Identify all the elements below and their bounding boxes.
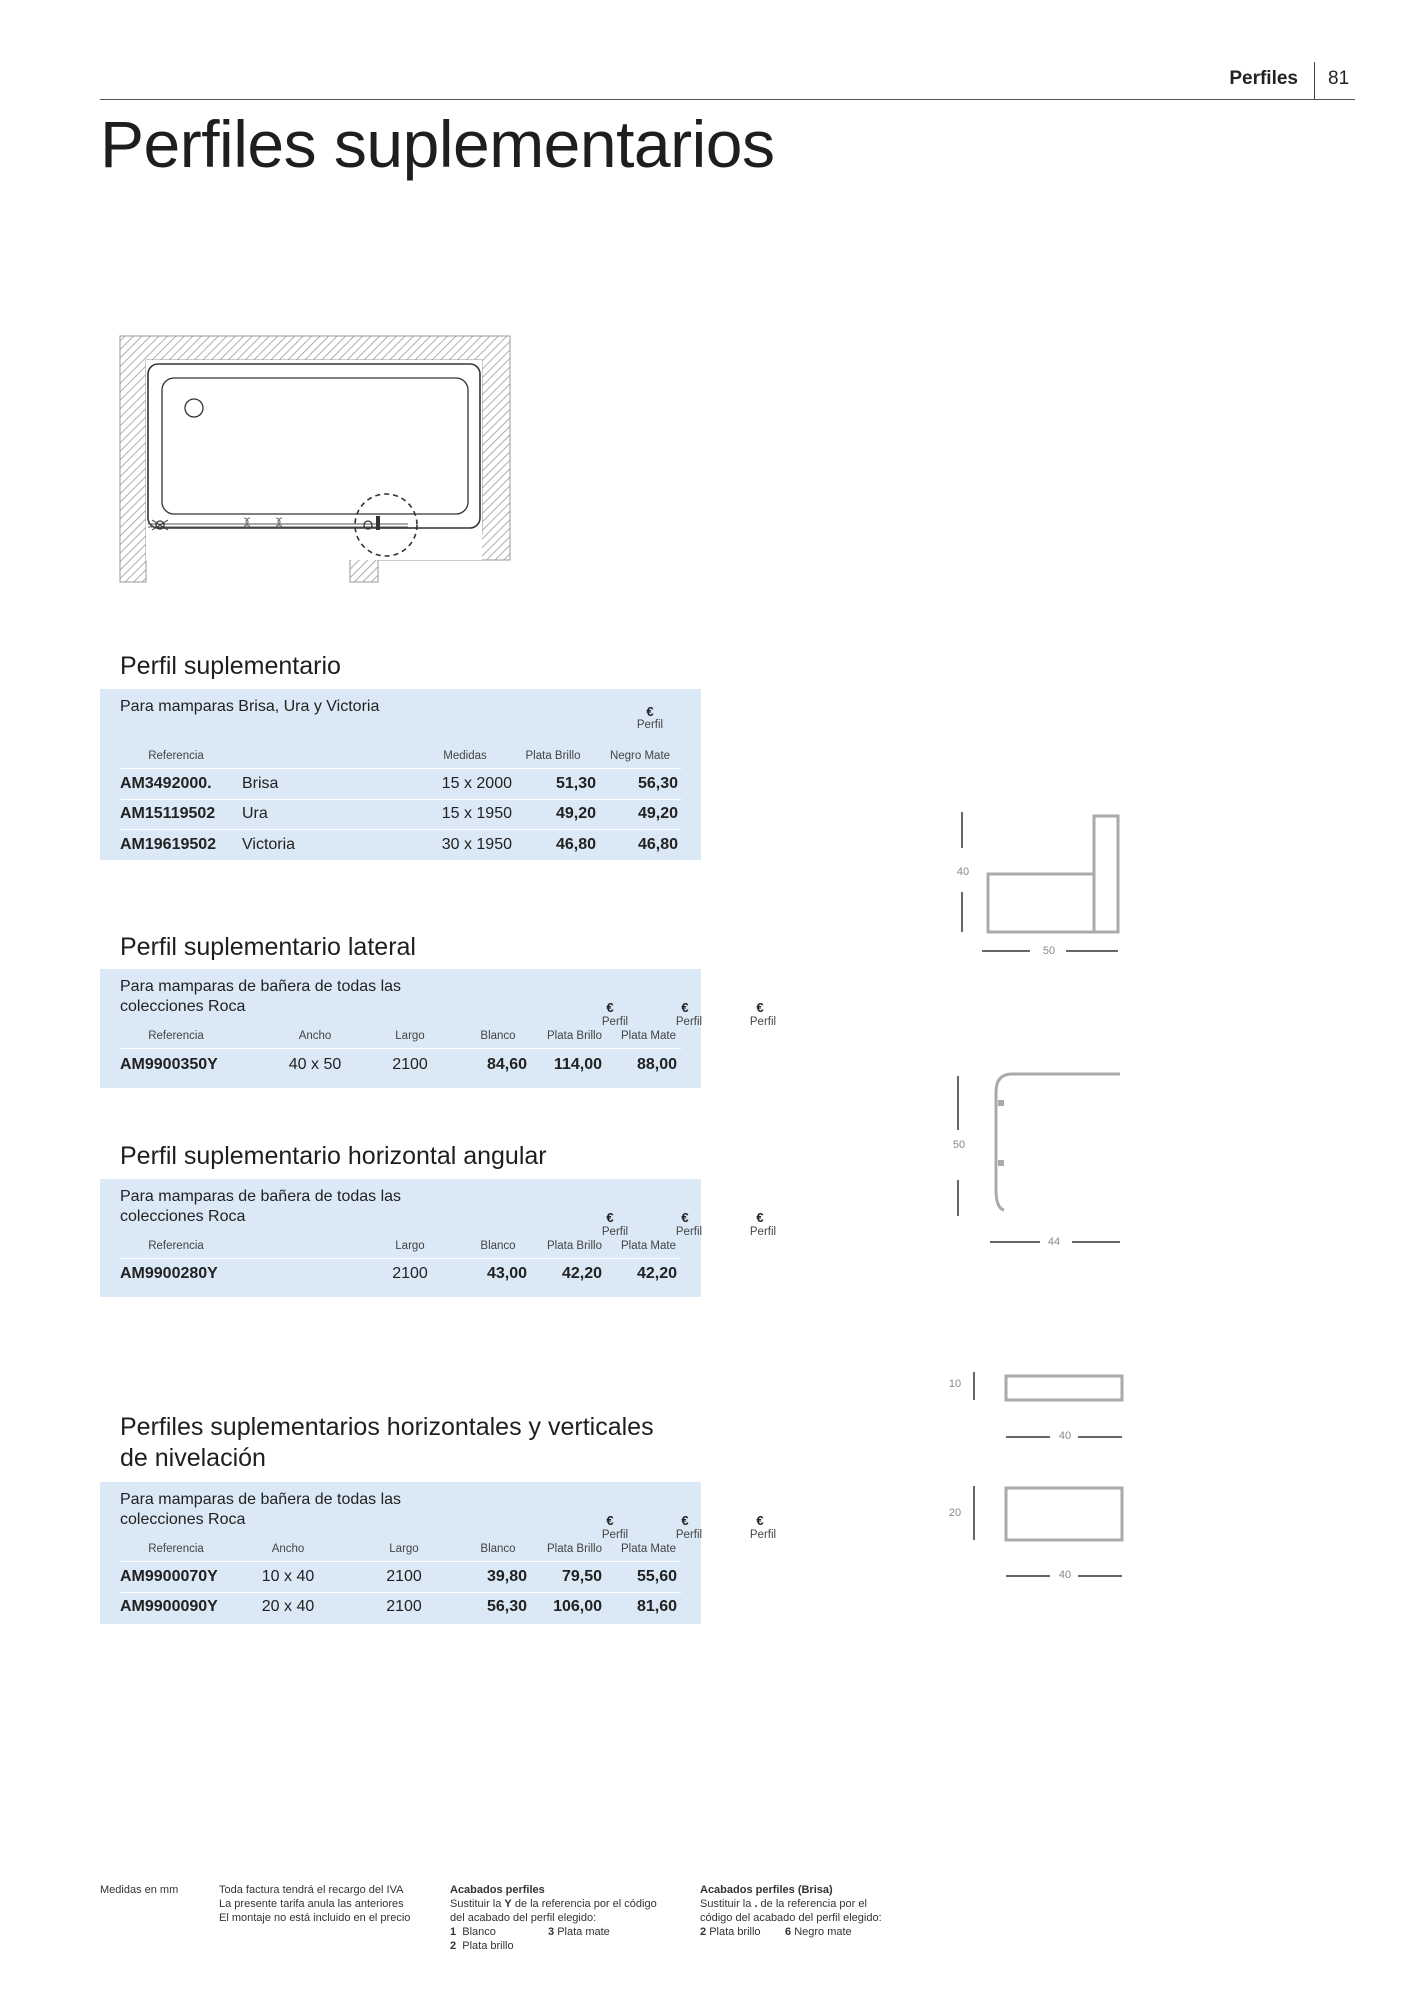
ancho-value: 10 x 40: [261, 1568, 315, 1585]
price-plata-brillo: 51,30: [555, 775, 596, 792]
finish-label: Plata brillo: [462, 1940, 514, 1952]
dimension-label: 50: [1042, 945, 1056, 957]
currency-header: €: [756, 1513, 764, 1528]
finish-code: 1: [450, 1926, 457, 1938]
table-description: Para mamparas de bañera de todas las colecciones Roca: [120, 1491, 402, 1528]
footer-note: Toda factura tendrá el recargo del IVA: [219, 1884, 404, 1896]
largo-value: 2100: [386, 1568, 422, 1585]
price-plata-brillo: 114,00: [553, 1056, 602, 1073]
price-unit-header: Perfil: [601, 1226, 629, 1238]
row-divider: [120, 768, 681, 769]
col-ancho: Ancho: [298, 1030, 332, 1042]
footer-acabados: [450, 1883, 690, 1953]
footer-acabados-title: Acabados perfiles (Brisa): [700, 1884, 833, 1896]
footer-acabados-brisa: [700, 1883, 940, 1939]
col-negro-mate: Negro Mate: [609, 750, 671, 762]
price-blanco: 56,30: [486, 1598, 527, 1615]
col-plata-brillo: Plata Brillo: [525, 750, 581, 762]
price-blanco: 39,80: [486, 1568, 527, 1585]
table-perfil-suplementario: [100, 689, 701, 860]
profile-lateral-diagram: [940, 810, 1130, 960]
price-negro-mate: 56,30: [637, 775, 678, 792]
col-referencia: Referencia: [148, 1030, 204, 1042]
dimension-label: 10: [948, 1378, 962, 1390]
table-description: Para mamparas Brisa, Ura y Victoria: [120, 698, 380, 715]
medidas-value: 30 x 1950: [441, 836, 512, 853]
header-divider: [1314, 62, 1315, 100]
currency-header: €: [606, 1513, 614, 1528]
price-negro-mate: 46,80: [637, 836, 678, 853]
largo-value: 2100: [392, 1056, 428, 1073]
col-plata-brillo: Plata Brillo: [547, 1543, 602, 1555]
currency-header: €: [681, 1513, 689, 1528]
ref-code: AM9900070Y: [120, 1568, 218, 1585]
row-divider: [120, 1561, 681, 1562]
dimension-label: 44: [1047, 1236, 1061, 1248]
table-perfil-lateral: [100, 969, 777, 1088]
price-plata-mate: 55,60: [636, 1568, 677, 1585]
col-referencia: Referencia: [148, 750, 204, 762]
footer-text: Sustituir la: [450, 1898, 505, 1910]
ref-code: AM19619502: [120, 836, 217, 853]
price-plata-brillo: 49,20: [555, 805, 596, 822]
model-name: Ura: [242, 805, 268, 822]
finish-label: Negro mate: [794, 1926, 852, 1938]
col-largo: Largo: [395, 1240, 425, 1252]
row-divider: [120, 1258, 681, 1259]
dimension-label: 50: [952, 1139, 966, 1151]
model-name: Brisa: [242, 775, 279, 792]
price-plata-mate: 81,60: [636, 1598, 677, 1615]
col-blanco: Blanco: [480, 1543, 516, 1555]
price-unit-header: Perfil: [601, 1529, 629, 1541]
price-blanco: 84,60: [486, 1056, 527, 1073]
footer-text: de la referencia por el: [757, 1898, 867, 1910]
price-unit-header: Perfil: [636, 719, 664, 731]
section-title-perfil-lateral: Perfil suplementario lateral: [120, 933, 416, 961]
bathtub-plan-diagram: [118, 334, 518, 586]
finish-code: 3: [548, 1926, 555, 1938]
currency-header: €: [681, 1000, 689, 1015]
price-plata-mate: 88,00: [636, 1056, 677, 1073]
dimension-label: 40: [1058, 1569, 1072, 1581]
price-unit-header: Perfil: [675, 1529, 703, 1541]
footer-key: .: [754, 1898, 758, 1910]
finish-label: Plata brillo: [709, 1926, 761, 1938]
price-unit-header: Perfil: [675, 1226, 703, 1238]
price-blanco: 43,00: [486, 1265, 527, 1282]
largo-value: 2100: [386, 1598, 422, 1615]
ref-code: AM9900350Y: [120, 1056, 218, 1073]
footer-text: código del acabado del perfil elegido:: [700, 1912, 882, 1924]
page-title: Perfiles suplementarios: [100, 107, 775, 181]
finish-code: 6: [785, 1926, 792, 1938]
ref-code: AM9900090Y: [120, 1598, 218, 1615]
price-unit-header: Perfil: [601, 1016, 629, 1028]
medidas-value: 15 x 2000: [441, 775, 512, 792]
col-ancho: Ancho: [271, 1543, 305, 1555]
table-nivelacion: [100, 1482, 777, 1624]
row-divider: [120, 1048, 681, 1049]
ref-code: AM15119502: [120, 805, 216, 822]
col-medidas: Medidas: [443, 750, 487, 762]
section-label: Perfiles: [1229, 68, 1298, 89]
row-divider: [120, 1592, 681, 1593]
price-negro-mate: 49,20: [637, 805, 678, 822]
dimension-label: 40: [956, 866, 970, 878]
profile-nivel-10-diagram: [940, 1368, 1130, 1448]
finish-label: Blanco: [462, 1926, 496, 1938]
footer-notes: [219, 1883, 410, 1925]
dimension-label: 40: [1058, 1430, 1072, 1442]
section-title-nivelacion: Perfiles suplementarios horizontales y verticales de nivelación: [120, 1413, 654, 1472]
footer-text: de la referencia por el código: [511, 1898, 657, 1910]
currency-header: €: [681, 1210, 689, 1225]
currency-header: €: [606, 1210, 614, 1225]
page-number: 81: [1328, 68, 1350, 89]
table-horizontal-angular: [100, 1179, 777, 1297]
price-unit-header: Perfil: [749, 1016, 777, 1028]
header-rule: [100, 99, 1355, 100]
footer-units: Medidas en mm: [100, 1884, 179, 1896]
largo-value: 2100: [392, 1265, 428, 1282]
currency-header: €: [756, 1210, 764, 1225]
currency-header: €: [646, 704, 654, 719]
currency-header: €: [756, 1000, 764, 1015]
table-description: Para mamparas de bañera de todas las colecciones Roca: [120, 1188, 402, 1225]
row-divider: [120, 799, 681, 800]
dimension-label: 20: [948, 1507, 962, 1519]
price-unit-header: Perfil: [749, 1529, 777, 1541]
footer-text: Sustituir la: [700, 1898, 755, 1910]
medidas-value: 15 x 1950: [441, 805, 512, 822]
col-referencia: Referencia: [148, 1240, 204, 1252]
ref-code: AM3492000.: [120, 775, 212, 792]
footer-key: Y: [504, 1898, 512, 1910]
footer-acabados-title: Acabados perfiles: [450, 1884, 545, 1896]
footer-note: La presente tarifa anula las anteriores: [219, 1898, 404, 1910]
ancho-value: 40 x 50: [288, 1056, 342, 1073]
price-unit-header: Perfil: [675, 1016, 703, 1028]
col-referencia: Referencia: [148, 1543, 204, 1555]
ancho-value: 20 x 40: [261, 1598, 315, 1615]
finish-code: 2: [700, 1926, 707, 1938]
col-plata-mate: Plata Mate: [621, 1543, 676, 1555]
footer-text: del acabado del perfil elegido:: [450, 1912, 597, 1924]
price-plata-mate: 42,20: [636, 1265, 677, 1282]
price-plata-brillo: 46,80: [555, 836, 596, 853]
section-title-horizontal-angular: Perfil suplementario horizontal angular: [120, 1142, 547, 1170]
table-description: Para mamparas de bañera de todas las colecciones Roca: [120, 978, 402, 1015]
col-plata-mate: Plata Mate: [621, 1240, 676, 1252]
col-plata-brillo: Plata Brillo: [547, 1030, 602, 1042]
col-plata-mate: Plata Mate: [621, 1030, 676, 1042]
profile-angular-diagram: [940, 1070, 1130, 1250]
finish-label: Plata mate: [557, 1926, 610, 1938]
price-plata-brillo: 42,20: [561, 1265, 602, 1282]
col-blanco: Blanco: [480, 1030, 516, 1042]
price-plata-brillo: 79,50: [561, 1568, 602, 1585]
model-name: Victoria: [242, 836, 296, 853]
col-largo: Largo: [395, 1030, 425, 1042]
finish-code: 2: [450, 1940, 457, 1952]
profile-nivel-20-diagram: [940, 1482, 1130, 1582]
row-divider: [120, 829, 681, 830]
ref-code: AM9900280Y: [120, 1265, 218, 1282]
col-blanco: Blanco: [480, 1240, 516, 1252]
currency-header: €: [606, 1000, 614, 1015]
footer-note: El montaje no está incluido en el precio: [219, 1912, 411, 1924]
section-title-perfil-suplementario: Perfil suplementario: [120, 652, 341, 680]
price-unit-header: Perfil: [749, 1226, 777, 1238]
price-plata-brillo: 106,00: [553, 1598, 602, 1615]
col-plata-brillo: Plata Brillo: [547, 1240, 602, 1252]
col-largo: Largo: [389, 1543, 419, 1555]
